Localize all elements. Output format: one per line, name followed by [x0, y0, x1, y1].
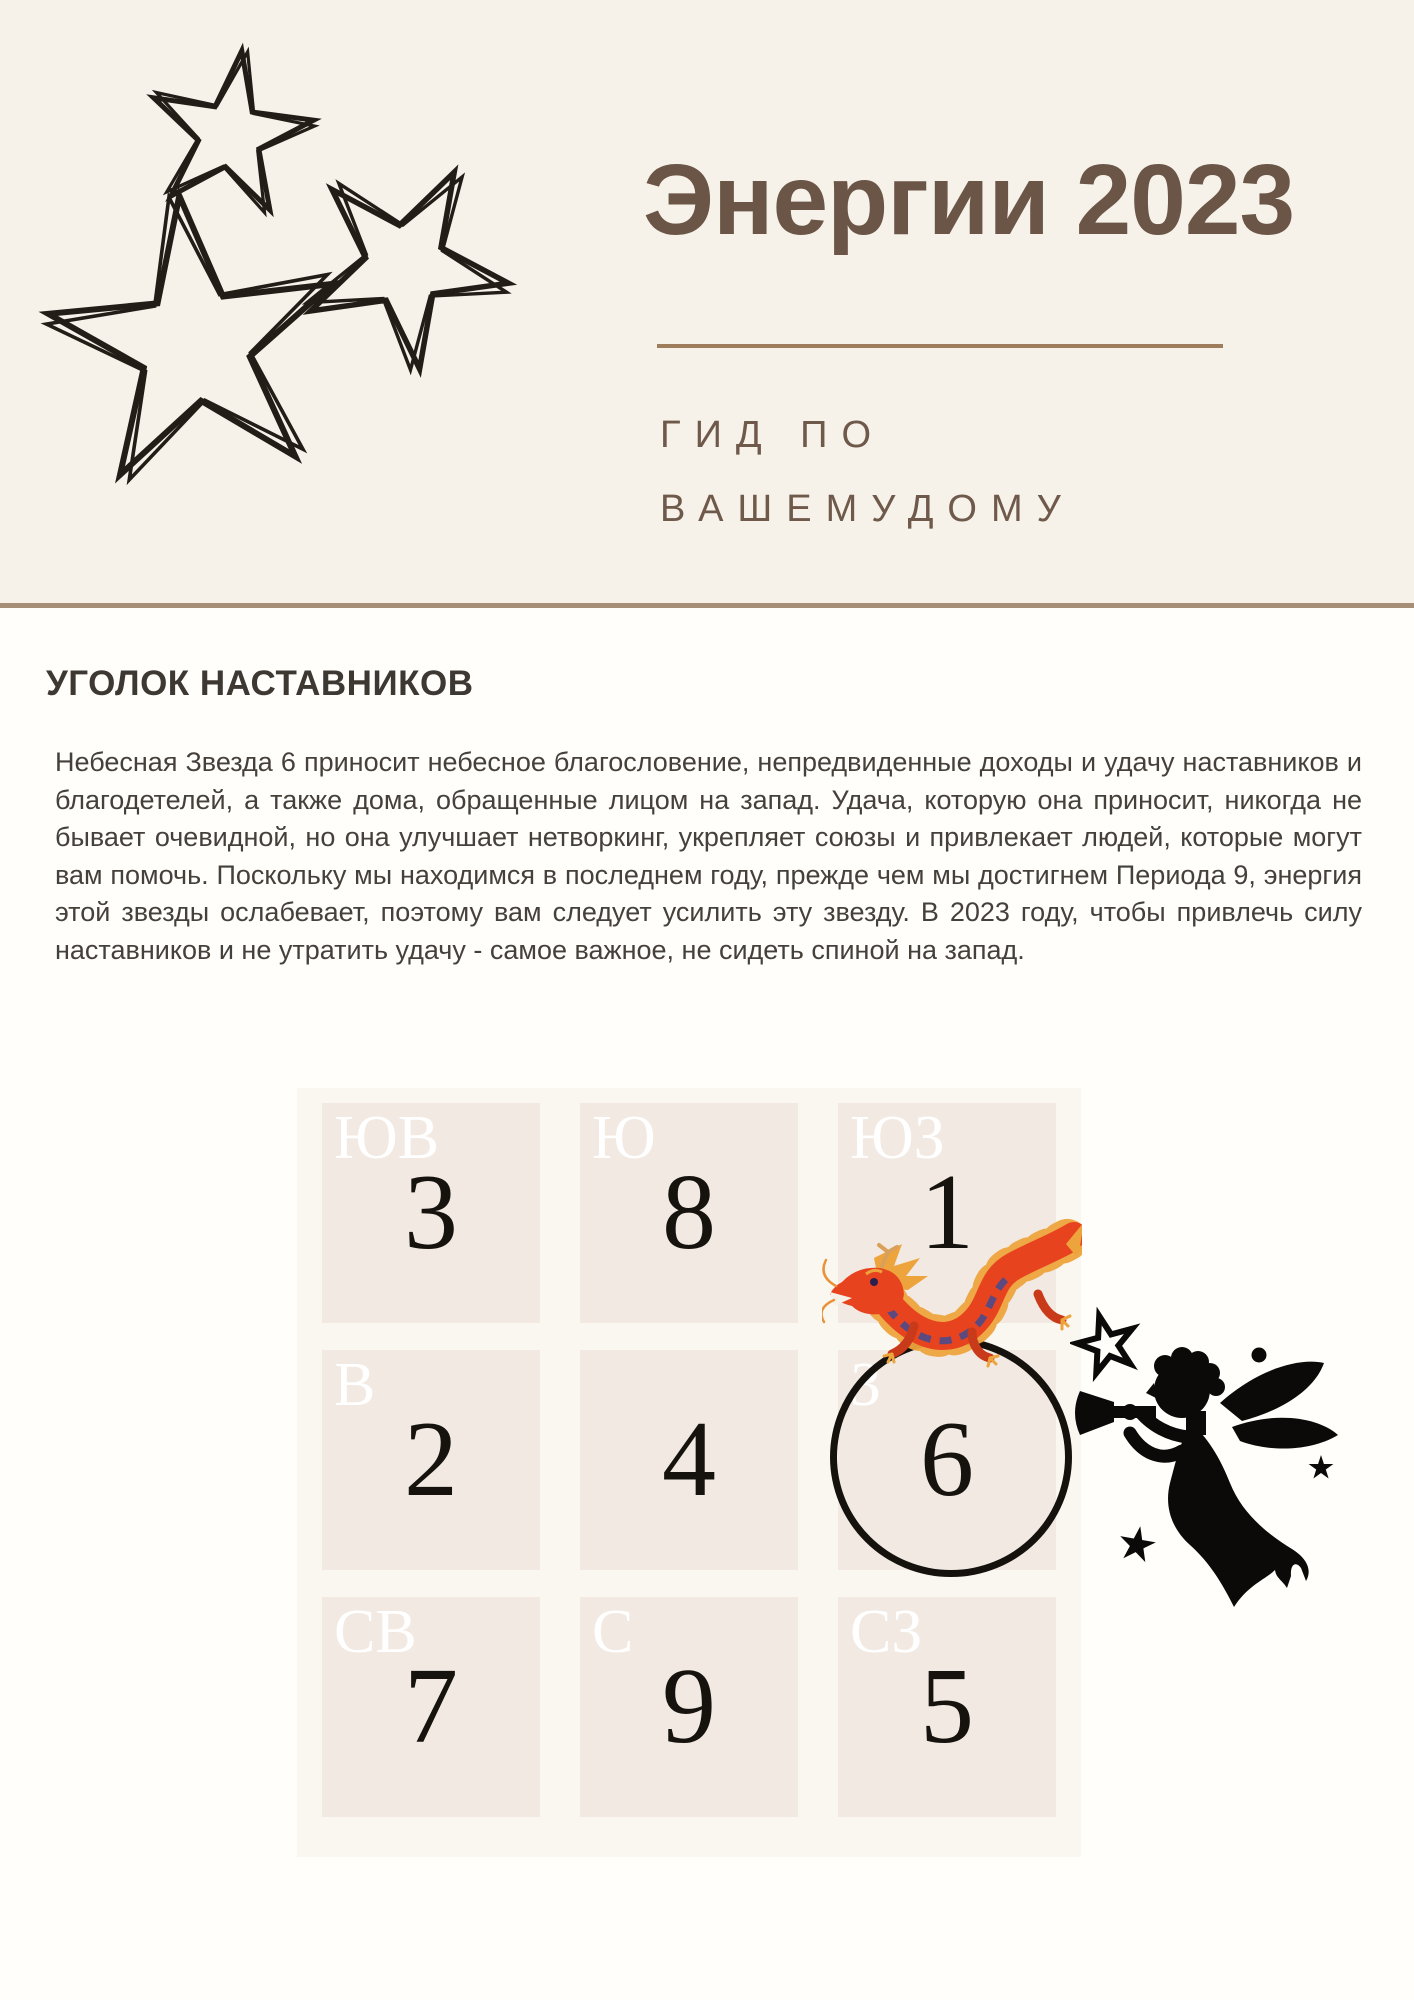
grid-cell	[838, 1597, 1056, 1817]
cell-direction-label: ЮЗ	[850, 1104, 945, 1172]
section-divider	[0, 603, 1414, 608]
angel-trumpet-icon	[1070, 1285, 1350, 1615]
cell-number: 5	[920, 1647, 974, 1766]
grid-cell	[580, 1103, 798, 1323]
cell-direction-label: З	[850, 1351, 882, 1419]
cell-number: 3	[404, 1153, 458, 1272]
grid-cell	[580, 1597, 798, 1817]
sketch-stars-icon	[0, 0, 560, 500]
cell-number: 9	[662, 1647, 716, 1766]
cell-direction-label: Ю	[592, 1104, 656, 1172]
grid-cell	[322, 1103, 540, 1323]
cell-number: 2	[404, 1400, 458, 1519]
cell-direction-label: С	[592, 1598, 634, 1666]
highlight-circle	[830, 1337, 1072, 1577]
dragon-icon	[822, 1210, 1082, 1368]
cell-number: 7	[404, 1647, 458, 1766]
title-underline	[657, 344, 1223, 348]
grid-cell	[838, 1350, 1056, 1570]
subtitle-line-1: ГИД ПО	[660, 414, 886, 456]
grid-cell	[580, 1350, 798, 1570]
article-heading: УГОЛОК НАСТАВНИКОВ	[46, 664, 474, 703]
cell-direction-label: СЗ	[850, 1598, 923, 1666]
grid-cell	[322, 1350, 540, 1570]
subtitle-line-2: ВАШЕМУДОМУ	[660, 488, 1075, 530]
cell-direction-label: ЮВ	[334, 1104, 440, 1172]
cell-number: 1	[920, 1153, 974, 1272]
page-title: Энергии 2023	[643, 144, 1295, 256]
header-section	[0, 0, 1414, 603]
article-paragraph: Небесная Звезда 6 приносит небесное благословение, непредвиденные доходы и удачу наставников и благодетелей, а также дома, обращенные лицом на запад. Удача, которую она приносит, никогда не бывает очевидной, но она улучшает нетворкинг, укрепляет союзы и привлекает людей, которые могут вам помочь. Поскольку мы находимся в последнем году, прежде чем мы достигнем Периода 9, энергия этой звезды ослабевает, поэтому вам следует усилить эту звезду. В 2023 году, чтобы привлечь силу наставников и не утратить удачу - самое важное, не сидеть спиной на запад.	[55, 747, 1362, 965]
cell-number: 6	[920, 1400, 974, 1519]
cell-direction-label: СВ	[334, 1598, 417, 1666]
flying-star-chart	[297, 1088, 1081, 1857]
cell-number: 4	[662, 1400, 716, 1519]
grid-cell	[322, 1597, 540, 1817]
cell-number: 8	[662, 1153, 716, 1272]
cell-direction-label: В	[334, 1351, 376, 1419]
